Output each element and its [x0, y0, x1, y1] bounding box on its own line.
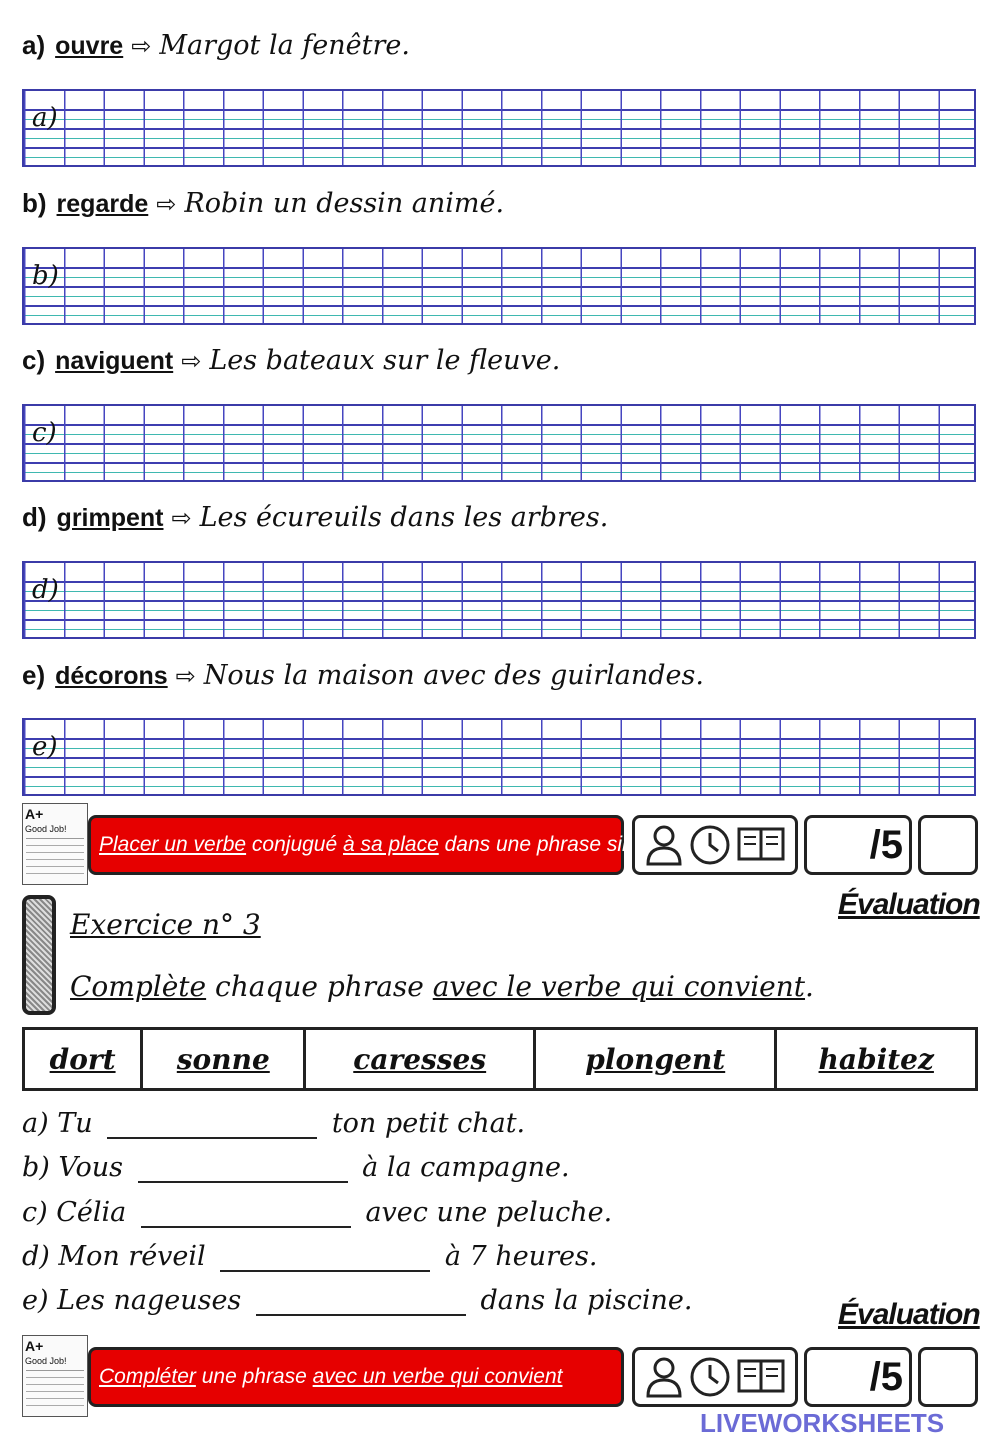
sentence-c	[22, 1197, 612, 1228]
skill-banner	[88, 815, 668, 875]
answer-blank[interactable]	[256, 1286, 466, 1316]
sentence-a	[22, 1108, 525, 1139]
answer-grid-b[interactable]	[22, 247, 976, 325]
sentence: Robin un dessin animé.	[184, 188, 505, 219]
instruction-text: .	[805, 970, 814, 1003]
mode-icons	[632, 815, 798, 875]
sentence-end: dans la piscine.	[480, 1285, 693, 1316]
question-b	[22, 186, 504, 221]
verb: grimpent	[56, 504, 164, 532]
grid-label: c)	[32, 418, 57, 448]
clock-icon	[689, 824, 731, 866]
sentence-start: Tu	[57, 1108, 93, 1139]
answer-grid-c[interactable]	[22, 404, 976, 482]
person-icon	[644, 1356, 684, 1398]
question-e	[22, 658, 704, 693]
sentence-label: b)	[22, 1152, 50, 1183]
word-bank-item[interactable]: caresses	[305, 1029, 535, 1090]
banner-text: avec un verbe qui convient	[312, 1365, 563, 1388]
exercise-sidebar	[22, 895, 56, 1015]
answer-grid-d[interactable]	[22, 561, 976, 639]
instruction-text: chaque phrase	[206, 970, 433, 1003]
verb: regarde	[56, 190, 149, 218]
evaluation-label: Évaluation	[838, 888, 980, 921]
sentence-end: à la campagne.	[362, 1152, 570, 1183]
banner-text: conjugué	[246, 833, 344, 856]
thumb-grade: A+	[25, 1338, 44, 1354]
sentence: Les bateaux sur le fleuve.	[209, 345, 561, 376]
verb: ouvre	[55, 32, 124, 60]
score-label: /5	[804, 815, 912, 875]
worksheet-thumbnail	[22, 1335, 88, 1417]
verb: naviguent	[55, 347, 174, 375]
word-bank-item[interactable]: sonne	[142, 1029, 305, 1090]
exercise-title: Exercice n° 3	[70, 908, 261, 941]
question-label: c)	[22, 345, 46, 375]
skill-banner	[88, 1347, 624, 1407]
instruction-text: avec le verbe qui convient	[432, 970, 806, 1003]
question-label: e)	[22, 660, 46, 690]
answer-blank[interactable]	[138, 1153, 348, 1183]
question-c	[22, 343, 560, 378]
sentence-label: c)	[22, 1197, 48, 1228]
word-bank	[22, 1027, 978, 1091]
arrow-icon: ⇨	[181, 347, 202, 375]
book-icon	[736, 1358, 786, 1396]
sentence-label: d)	[22, 1241, 50, 1272]
thumb-note: Good Job!	[25, 1356, 67, 1366]
mode-icons	[632, 1347, 798, 1407]
answer-grid-a[interactable]	[22, 89, 976, 167]
sentence-e	[22, 1285, 693, 1316]
evaluation-label: Évaluation	[838, 1298, 980, 1331]
word-bank-item[interactable]: plongent	[535, 1029, 776, 1090]
sentence-label: a)	[22, 1108, 49, 1139]
banner-text: Placer un verbe	[99, 833, 247, 856]
arrow-icon: ⇨	[175, 662, 196, 690]
word-bank-item[interactable]: habitez	[776, 1029, 977, 1090]
sentence-b	[22, 1152, 570, 1183]
question-label: a)	[22, 30, 46, 60]
verb: décorons	[55, 662, 168, 690]
banner-text: une phrase	[195, 1365, 313, 1388]
question-label: d)	[22, 502, 47, 532]
sentence-end: à 7 heures.	[444, 1241, 598, 1272]
score-input[interactable]	[918, 815, 978, 875]
question-d	[22, 500, 608, 535]
instruction-text: Complète	[70, 970, 207, 1003]
score-input[interactable]	[918, 1347, 978, 1407]
arrow-icon: ⇨	[131, 32, 152, 60]
exercise-instruction	[70, 970, 814, 1003]
worksheet-thumbnail	[22, 803, 88, 885]
sentence: Margot la fenêtre.	[159, 30, 410, 61]
thumb-grade: A+	[25, 806, 44, 822]
grid-label: d)	[32, 575, 59, 605]
sentence-start: Célia	[56, 1197, 127, 1228]
sentence: Nous la maison avec des guirlandes.	[203, 660, 704, 691]
arrow-icon: ⇨	[156, 190, 177, 218]
sentence-label: e)	[22, 1285, 49, 1316]
grid-label: a)	[32, 103, 58, 133]
sentence-start: Les nageuses	[57, 1285, 242, 1316]
sentence-end: avec une peluche.	[365, 1197, 613, 1228]
grid-label: b)	[32, 261, 59, 291]
answer-blank[interactable]	[107, 1109, 317, 1139]
grid-label: e)	[32, 732, 58, 762]
arrow-icon: ⇨	[171, 504, 192, 532]
thumb-note: Good Job!	[25, 824, 67, 834]
banner-text: dans une phrase simple	[438, 833, 668, 856]
answer-blank[interactable]	[220, 1242, 430, 1272]
banner-text: à sa place	[343, 833, 439, 856]
sentence-end: ton petit chat.	[331, 1108, 526, 1139]
sentence-start: Mon réveil	[58, 1241, 206, 1272]
clock-icon	[689, 1356, 731, 1398]
score-label: /5	[804, 1347, 912, 1407]
answer-blank[interactable]	[141, 1198, 351, 1228]
sentence: Les écureuils dans les arbres.	[199, 502, 609, 533]
sentence-d	[22, 1241, 597, 1272]
word-bank-item[interactable]: dort	[24, 1029, 142, 1090]
book-icon	[736, 826, 786, 864]
answer-grid-e[interactable]	[22, 718, 976, 796]
question-a	[22, 28, 410, 63]
banner-text: Compléter	[99, 1365, 196, 1388]
person-icon	[644, 824, 684, 866]
liveworksheets-logo: LIVEWORKSHEETS	[700, 1408, 945, 1438]
sentence-start: Vous	[58, 1152, 123, 1183]
question-label: b)	[22, 188, 47, 218]
